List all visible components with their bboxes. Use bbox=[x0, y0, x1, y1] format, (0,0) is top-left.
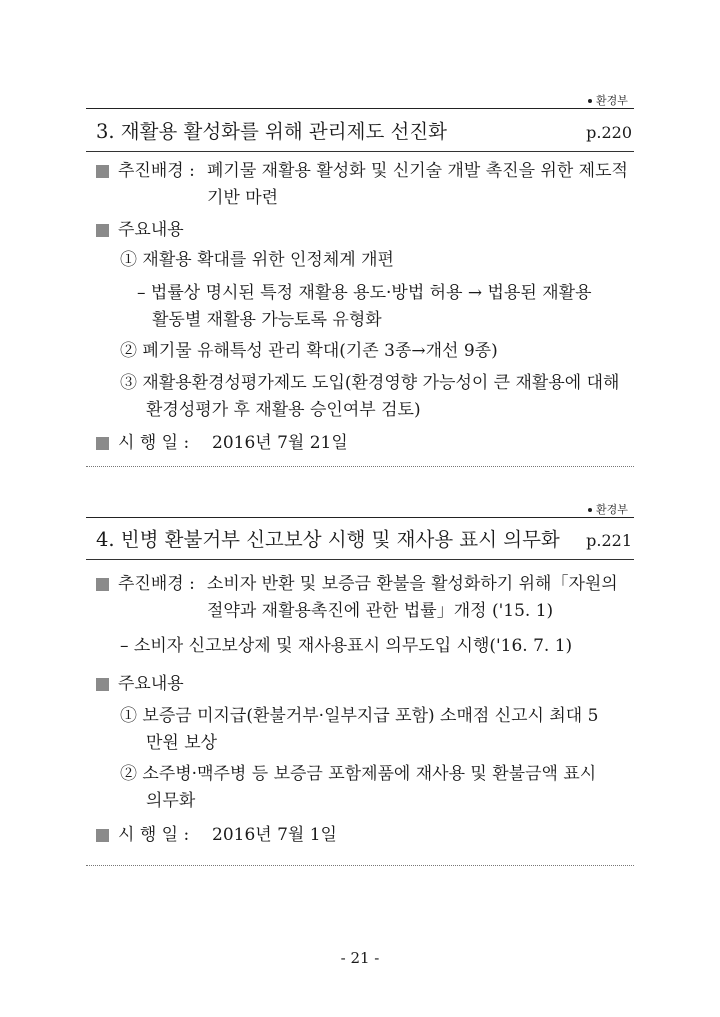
square-bullet-icon bbox=[96, 437, 109, 450]
content-subitem-cont: 활동별 재활용 가능토록 유형화 bbox=[152, 310, 382, 330]
content-item: ① 재활용 확대를 위한 인정체계 개편 bbox=[120, 250, 394, 270]
square-bullet-icon bbox=[96, 165, 109, 178]
title-top-rule bbox=[86, 108, 634, 109]
background-subitem: – 소비자 신고보상제 및 재사용표시 의무도입 시행('16. 7. 1) bbox=[120, 636, 573, 656]
content-item: ③ 재활용환경성평가제도 도입(환경영향 가능성이 큰 재활용에 대해 bbox=[120, 373, 620, 393]
content-item: ② 폐기물 유해특성 관리 확대(기존 3종→개선 9종) bbox=[120, 341, 498, 361]
square-bullet-icon bbox=[96, 678, 109, 691]
effective-date: 2016년 7월 1일 bbox=[212, 825, 337, 845]
page-number: - 21 - bbox=[340, 949, 380, 967]
ministry-label: 환경부 bbox=[596, 94, 628, 107]
background-text-line2: 기반 마련 bbox=[207, 188, 279, 208]
bullet-dot-icon bbox=[588, 99, 592, 103]
effective-label: 시 행 일 : bbox=[118, 433, 190, 453]
title-top-rule bbox=[86, 517, 634, 518]
square-bullet-icon bbox=[96, 829, 109, 842]
content-item: ② 소주병·맥주병 등 보증금 포함제품에 재사용 및 환불금액 표시 bbox=[120, 764, 597, 784]
contents-label: 주요내용 bbox=[118, 674, 184, 694]
content-item: ① 보증금 미지급(환불거부·일부지급 포함) 소매점 신고시 최대 5 bbox=[120, 706, 599, 726]
background-label: 추진배경 : bbox=[118, 574, 195, 594]
effective-label: 시 행 일 : bbox=[118, 825, 190, 845]
section-title: 4. 빈병 환불거부 신고보상 시행 및 재사용 표시 의무화 bbox=[96, 528, 560, 551]
content-subitem: – 법률상 명시된 특정 재활용 용도·방법 허용 → 법용된 재활용 bbox=[137, 283, 592, 303]
section-end-rule bbox=[86, 865, 634, 866]
page-reference: p.221 bbox=[586, 531, 632, 550]
content-item-cont: 만원 보상 bbox=[146, 733, 218, 753]
square-bullet-icon bbox=[96, 578, 109, 591]
effective-date: 2016년 7월 21일 bbox=[212, 433, 348, 453]
page-reference: p.220 bbox=[586, 123, 632, 142]
background-text-line2: 절약과 재활용촉진에 관한 법률」개정 ('15. 1) bbox=[207, 601, 554, 621]
ministry-tag bbox=[588, 501, 628, 517]
background-label: 추진배경 : bbox=[118, 161, 195, 181]
contents-label: 주요내용 bbox=[118, 220, 184, 240]
section-end-rule bbox=[86, 466, 634, 467]
background-text-line1: 소비자 반환 및 보증금 환불을 활성화하기 위해「자원의 bbox=[207, 574, 618, 594]
ministry-tag bbox=[588, 92, 628, 108]
square-bullet-icon bbox=[96, 224, 109, 237]
content-item-cont: 의무화 bbox=[146, 791, 196, 811]
ministry-label: 환경부 bbox=[596, 503, 628, 516]
background-text-line1: 폐기물 재활용 활성화 및 신기술 개발 촉진을 위한 제도적 bbox=[207, 161, 628, 181]
bullet-dot-icon bbox=[588, 508, 592, 512]
content-item-cont: 환경성평가 후 재활용 승인여부 검토) bbox=[146, 400, 421, 420]
section-title: 3. 재활용 활성화를 위해 관리제도 선진화 bbox=[96, 120, 447, 143]
title-bottom-rule bbox=[86, 559, 634, 560]
title-bottom-rule bbox=[86, 151, 634, 152]
